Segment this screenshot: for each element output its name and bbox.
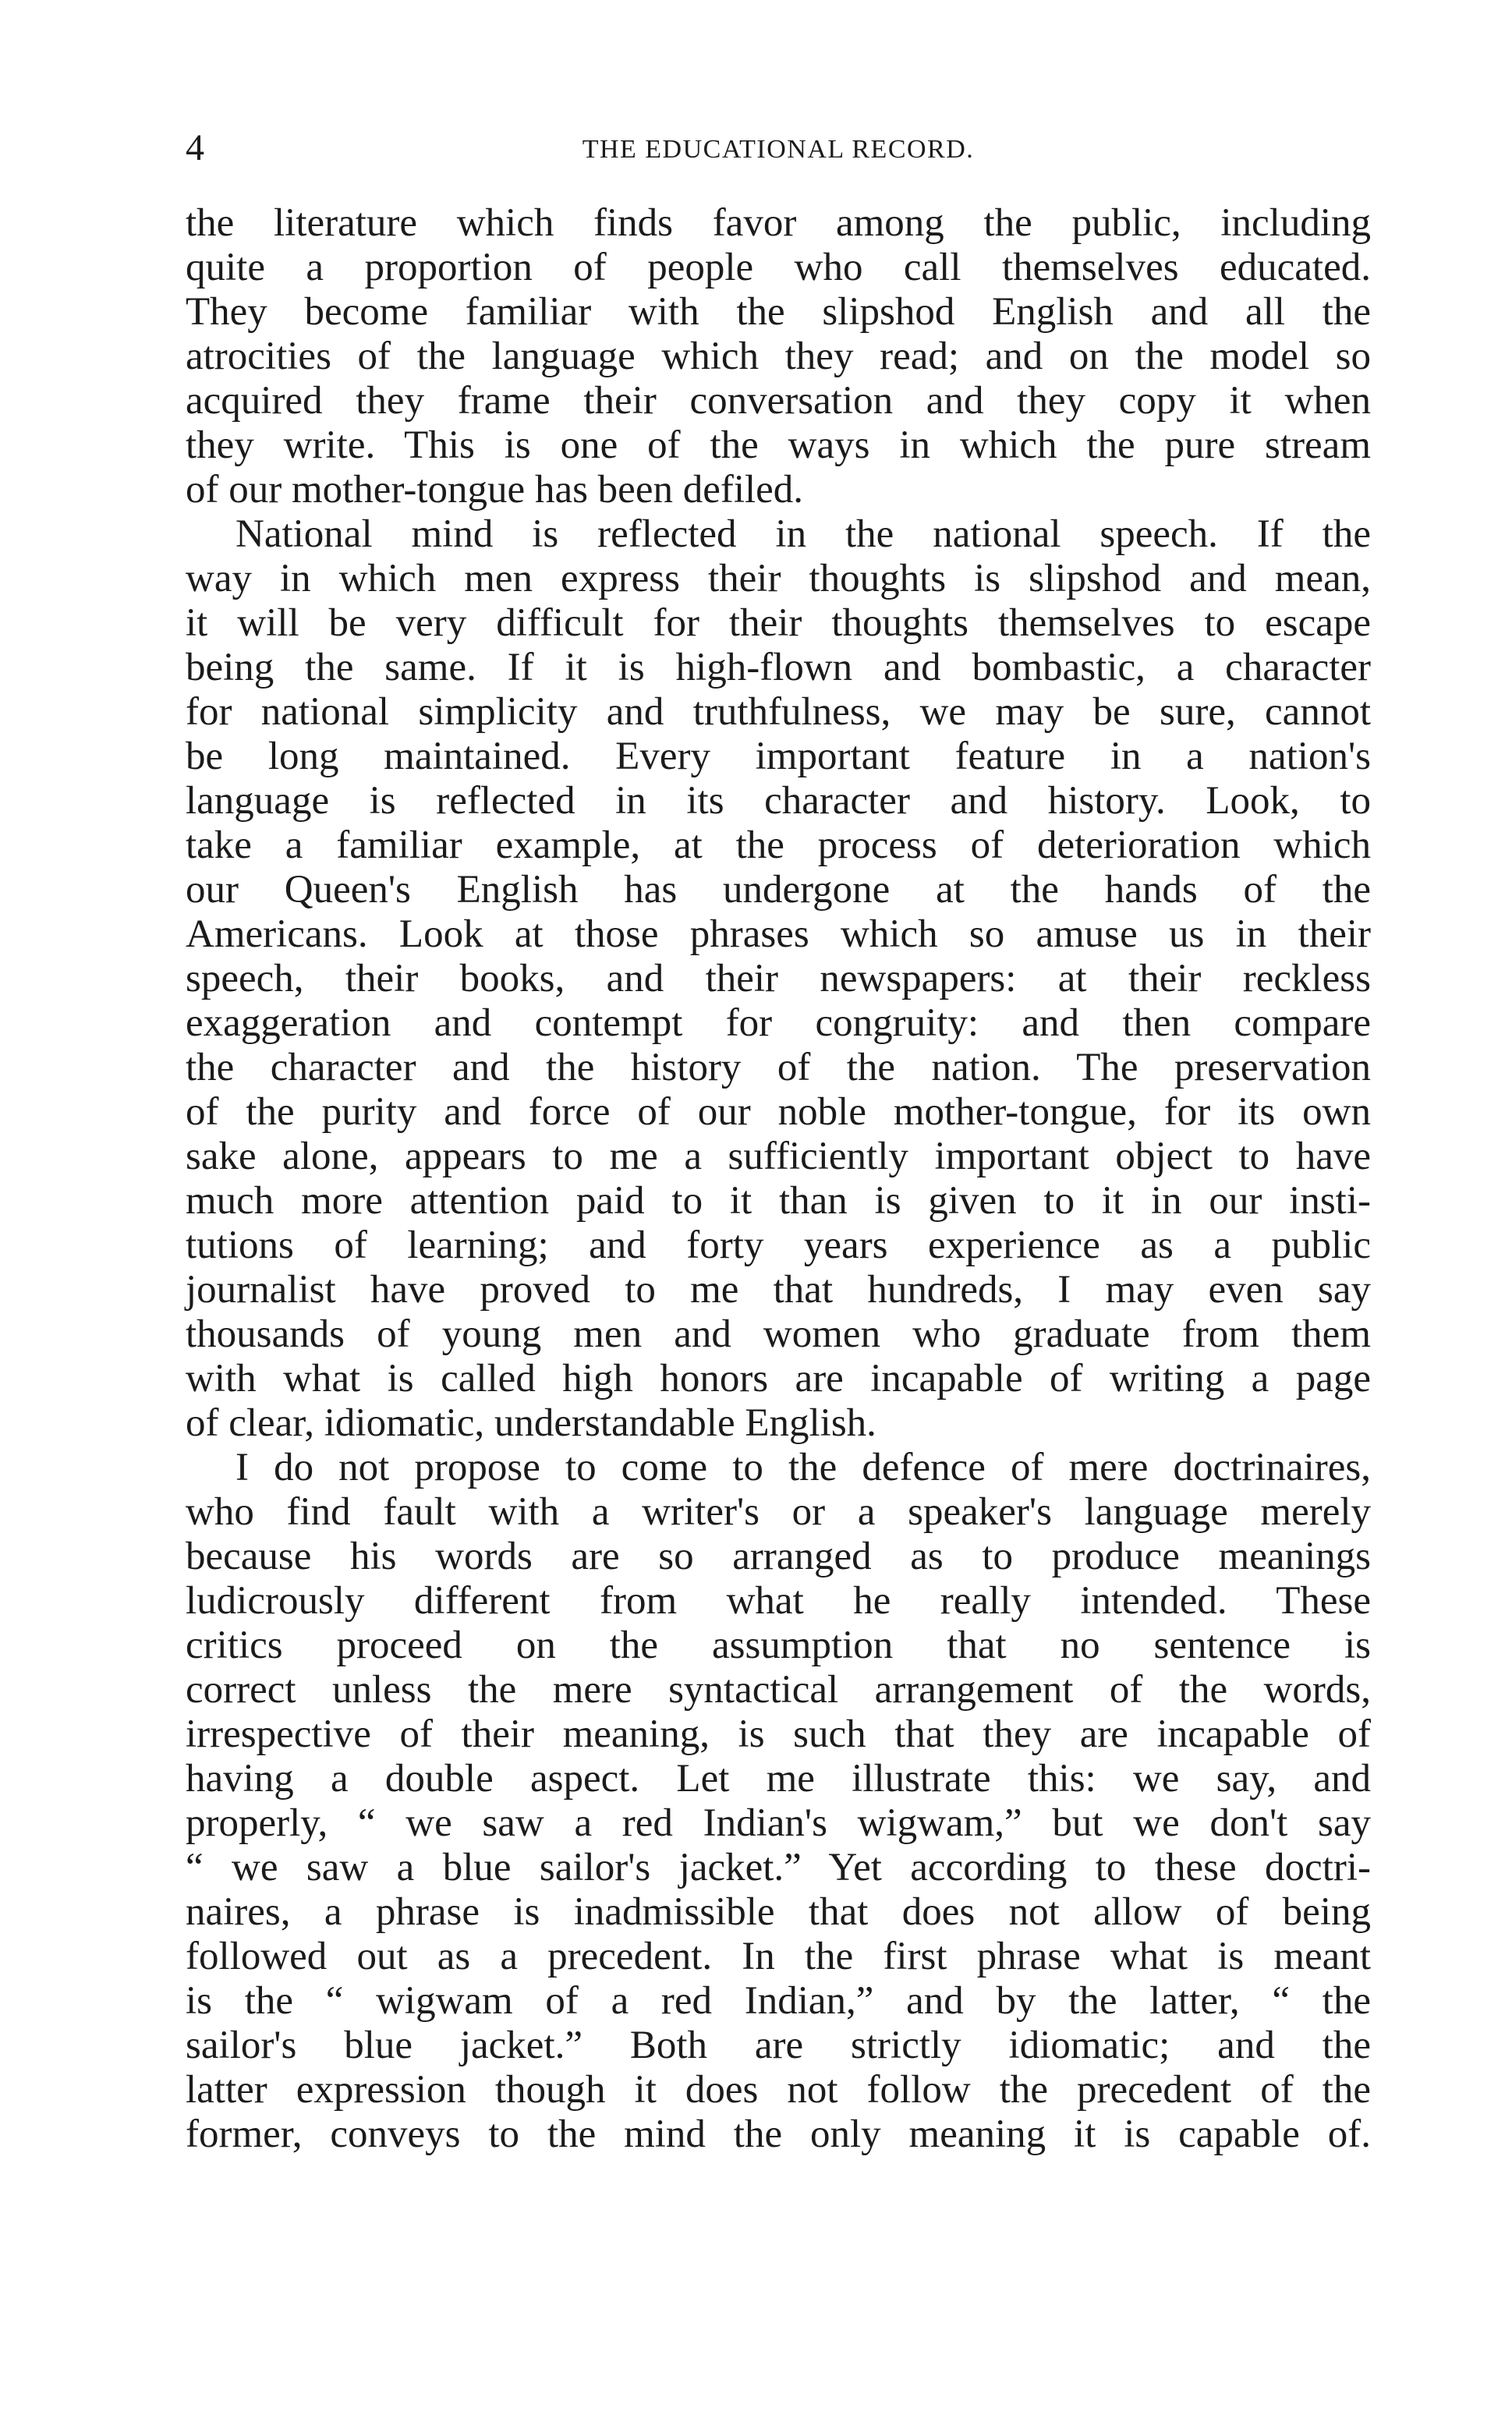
text-line: thousands of young men and women who graduate from them (186, 1312, 1371, 1356)
text-line: former, conveys to the mind the only meaning it is capable of. (186, 2112, 1371, 2156)
text-line: critics proceed on the assumption that no sentence is (186, 1624, 1371, 1667)
text-line: latter expression though it does not follow the precedent of the (186, 2068, 1371, 2112)
text-line: is the “ wigwam of a red Indian,” and by the latter, “ the (186, 1979, 1371, 2023)
text-line: for national simplicity and truthfulness, we may be sure, cannot (186, 690, 1371, 734)
text-line: journalist have proved to me that hundreds, I may even say (186, 1268, 1371, 1312)
text-line: with what is called high honors are incapable of writing a page (186, 1357, 1371, 1400)
running-head (186, 125, 1371, 172)
text-line: sailor's blue jacket.” Both are strictly idiomatic; and the (186, 2024, 1371, 2067)
text-line: be long maintained. Every important feature in a nation's (186, 735, 1371, 778)
text-line: exaggeration and contempt for congruity: and then compare (186, 1001, 1371, 1045)
text-line: it will be very difficult for their thoughts themselves to escape (186, 601, 1371, 645)
text-line: take a familiar example, at the process of deterioration which (186, 823, 1371, 867)
text-line: sake alone, appears to me a sufficiently important object to have (186, 1135, 1371, 1178)
text-line: They become familiar with the slipshod English and all the (186, 290, 1371, 334)
text-line: of our mother-tongue has been defiled. (186, 468, 804, 512)
text-line: way in which men express their thoughts is slipshod and mean, (186, 557, 1371, 600)
text-line: naires, a phrase is inadmissible that does not allow of being (186, 1890, 1371, 1934)
text-line: quite a proportion of people who call themselves educated. (186, 246, 1371, 289)
text-line: National mind is reflected in the national speech. If the (235, 512, 1371, 556)
text-line: of the purity and force of our noble mother-tongue, for its own (186, 1090, 1371, 1134)
text-line: language is reflected in its character and history. Look, to (186, 779, 1371, 823)
page-number: 4 (186, 127, 204, 168)
text-line: having a double aspect. Let me illustrate this: we say, and (186, 1757, 1371, 1801)
text-line: “ we saw a blue sailor's jacket.” Yet according to these doctri- (186, 1846, 1371, 1889)
text-line: because his words are so arranged as to produce meanings (186, 1535, 1371, 1578)
running-title: THE EDUCATIONAL RECORD. (582, 135, 975, 164)
text-line: of clear, idiomatic, understandable English. (186, 1401, 876, 1445)
text-line: atrocities of the language which they read; and on the model so (186, 335, 1371, 378)
text-line: followed out as a precedent. In the first phrase what is meant (186, 1935, 1371, 1978)
text-line: tutions of learning; and forty years experience as a public (186, 1223, 1371, 1267)
text-line: our Queen's English has undergone at the hands of the (186, 868, 1371, 912)
text-line: they write. This is one of the ways in which the pure stream (186, 423, 1371, 467)
text-line: speech, their books, and their newspapers: at their reckless (186, 957, 1371, 1000)
text-line: being the same. If it is high-flown and bombastic, a character (186, 646, 1371, 689)
text-line: I do not propose to come to the defence of mere doctrinaires, (235, 1446, 1371, 1489)
text-line: ludicrously different from what he really intended. These (186, 1579, 1371, 1623)
text-line: the literature which finds favor among the public, including (186, 201, 1371, 245)
text-line: irrespective of their meaning, is such that they are incapable of (186, 1712, 1371, 1756)
body-text (186, 201, 1371, 2157)
text-line: much more attention paid to it than is given to it in our insti- (186, 1179, 1371, 1223)
text-line: who find fault with a writer's or a speaker's language merely (186, 1490, 1371, 1534)
text-line: Americans. Look at those phrases which so amuse us in their (186, 912, 1371, 956)
text-line: the character and the history of the nation. The preservation (186, 1046, 1371, 1089)
text-line: correct unless the mere syntactical arrangement of the words, (186, 1668, 1371, 1712)
text-line: properly, “ we saw a red Indian's wigwam,” but we don't say (186, 1801, 1371, 1845)
text-line: acquired they frame their conversation and they copy it when (186, 379, 1371, 423)
